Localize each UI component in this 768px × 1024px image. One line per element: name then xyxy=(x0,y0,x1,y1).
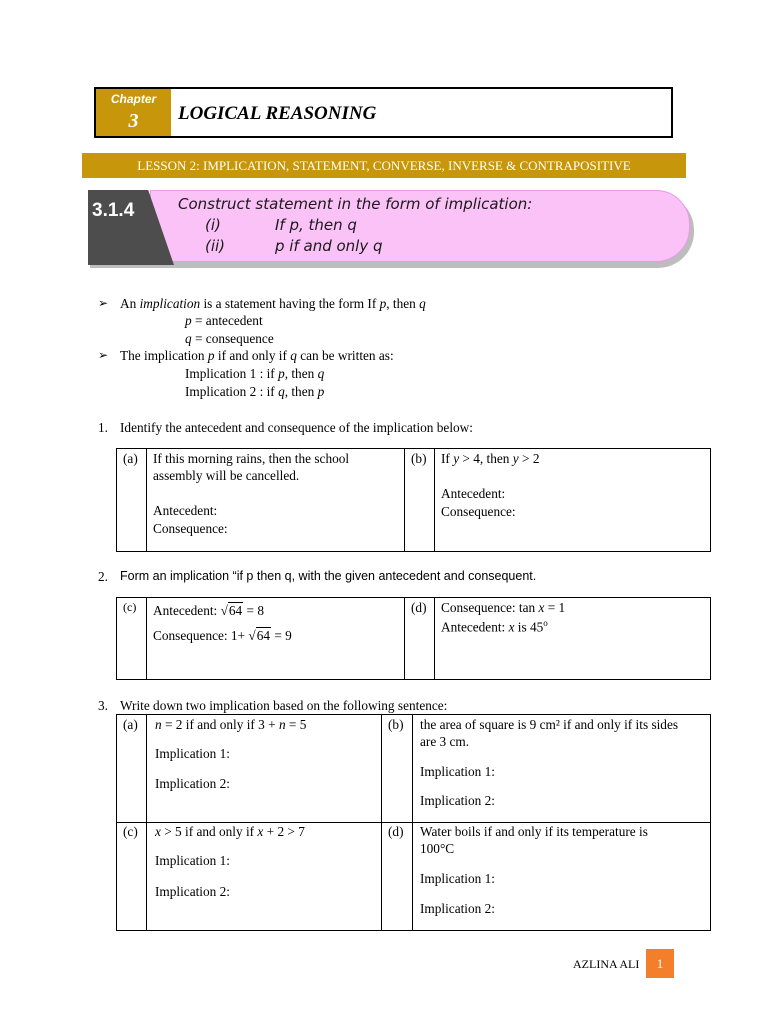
section-objective: Construct statement in the form of implication: xyxy=(178,195,533,213)
question-3-text: Write down two implication based on the following sentence: xyxy=(120,698,448,713)
consequence-field[interactable]: Consequence: xyxy=(153,521,228,536)
table-divider xyxy=(404,597,405,680)
bullet-arrow-icon: ➢ xyxy=(98,348,109,362)
item-label: (c) xyxy=(123,600,137,614)
note-consequence: q = consequence xyxy=(185,331,274,346)
item-text: assembly will be cancelled. xyxy=(153,468,300,483)
item-text: 100°C xyxy=(420,841,455,856)
implication-1-field[interactable]: Implication 1: xyxy=(155,746,230,761)
given-antecedent: Antecedent: x is 45$^o$ xyxy=(441,618,548,635)
table-divider xyxy=(404,448,405,552)
table-divider xyxy=(146,714,147,931)
antecedent-field[interactable]: Antecedent: xyxy=(153,503,218,518)
implication-2-field[interactable]: Implication 2: xyxy=(420,793,495,808)
table-divider xyxy=(434,597,435,680)
page-number: 1 xyxy=(646,949,674,978)
table-divider xyxy=(146,448,147,552)
given-consequence: Consequence: tan x = 1 xyxy=(441,600,566,615)
item-text: the area of square is 9 cm² if and only if its sides xyxy=(420,717,679,732)
question-1-text: Identify the antecedent and consequence of the implication below: xyxy=(120,420,473,435)
table-divider xyxy=(146,597,147,680)
section-number: 3.1.4 xyxy=(92,200,135,221)
lesson-title: LESSON 2: IMPLICATION, STATEMENT, CONVERSE, INVERSE & CONTRAPOSITIVE xyxy=(82,153,686,178)
footer-author: AZLINA ALI xyxy=(573,957,640,971)
item-text: Water boils if and only if its temperature is xyxy=(420,824,648,839)
consequence-field[interactable]: Consequence: xyxy=(441,504,516,519)
implication-1-field[interactable]: Implication 1: xyxy=(155,853,230,868)
section-item-text: If p, then q xyxy=(275,216,357,234)
item-label: (b) xyxy=(411,451,427,466)
question-number: 2. xyxy=(98,569,108,584)
item-text: are 3 cm. xyxy=(420,734,470,749)
section-item-text: p if and only q xyxy=(275,237,383,255)
table-divider xyxy=(381,714,382,931)
item-label: (d) xyxy=(411,600,427,615)
item-label: (c) xyxy=(123,824,138,839)
chapter-label: Chapter xyxy=(110,92,157,106)
section-item-label: (i) xyxy=(205,216,221,234)
item-text: x > 5 if and only if x + 2 > 7 xyxy=(155,824,305,839)
chapter-title: LOGICAL REASONING xyxy=(178,103,377,124)
item-label: (b) xyxy=(388,717,404,732)
given-consequence: Consequence: 1+ √64 = 9 xyxy=(153,628,292,643)
note-implication-definition: An implication is a statement having the form If p, then q xyxy=(120,296,426,311)
section-item-label: (ii) xyxy=(205,237,226,255)
table-divider xyxy=(412,714,413,931)
table-divider xyxy=(434,448,435,552)
implication-1-field[interactable]: Implication 1: xyxy=(420,871,495,886)
note-implication-1: Implication 1 : if p, then q xyxy=(185,366,325,381)
implication-2-field[interactable]: Implication 2: xyxy=(155,776,230,791)
question-2-text: Form an implication “if p then q, with the given antecedent and consequent. xyxy=(120,569,537,583)
item-text: n = 2 if and only if 3 + n = 5 xyxy=(155,717,307,732)
note-biconditional: The implication p if and only if q can be written as: xyxy=(120,348,394,363)
note-antecedent: p = antecedent xyxy=(185,313,263,328)
item-label: (a) xyxy=(123,451,138,466)
implication-2-field[interactable]: Implication 2: xyxy=(420,901,495,916)
item-text: If y > 4, then y > 2 xyxy=(441,451,540,466)
question-number: 3. xyxy=(98,698,108,713)
item-text: If this morning rains, then the school xyxy=(153,451,350,466)
item-label: (a) xyxy=(123,717,138,732)
given-antecedent: Antecedent: √64 = 8 xyxy=(153,603,264,618)
implication-1-field[interactable]: Implication 1: xyxy=(420,764,495,779)
chapter-number: 3 xyxy=(128,110,139,132)
note-implication-2: Implication 2 : if q, then p xyxy=(185,384,325,399)
antecedent-field[interactable]: Antecedent: xyxy=(441,486,506,501)
question-number: 1. xyxy=(98,420,108,435)
bullet-arrow-icon: ➢ xyxy=(98,296,109,310)
implication-2-field[interactable]: Implication 2: xyxy=(155,884,230,899)
item-label: (d) xyxy=(388,824,404,839)
